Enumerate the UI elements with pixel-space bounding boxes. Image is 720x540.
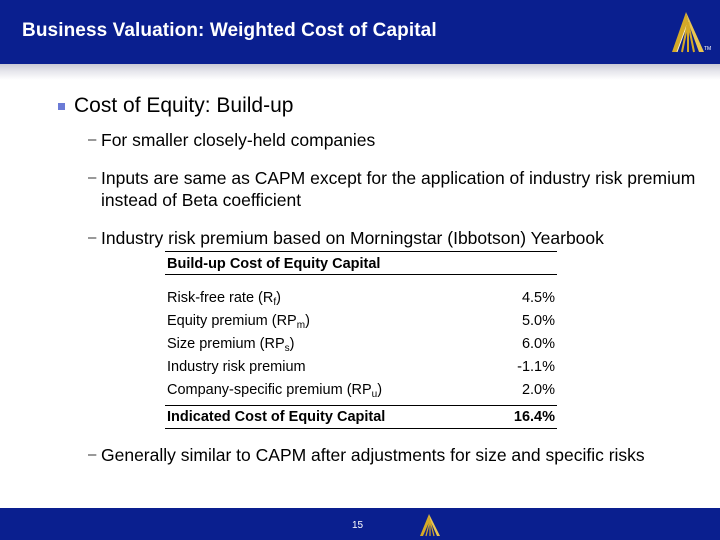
table-rule [165, 428, 557, 429]
table-row [165, 287, 557, 310]
table-row [165, 356, 557, 379]
table-rows [165, 287, 557, 402]
triangle-logo-icon [416, 512, 446, 538]
bullet-text: Cost of Equity: Build-up [74, 94, 294, 117]
table-row [165, 379, 557, 402]
build-up-table [165, 251, 557, 429]
square-bullet-icon [58, 103, 65, 110]
row-value: -1.1% [517, 359, 555, 375]
row-value: 4.5% [521, 290, 555, 306]
row-label: Size premium $(RP_s)$ [167, 336, 295, 354]
dash-bullet-icon: – [88, 446, 97, 463]
row-value: 5.0% [521, 313, 555, 329]
sub-bullet-3 [88, 227, 698, 249]
table-title: Build-up Cost of Equity Capital [167, 256, 381, 272]
sub-bullet-text: For smaller closely-held companies [101, 130, 376, 150]
sub-bullet-2 [88, 167, 698, 211]
dash-bullet-icon: – [88, 131, 97, 148]
total-value: 16.4% [513, 409, 555, 425]
sub-bullet-4 [88, 444, 698, 466]
slide-title: Business Valuation: Weighted Cost of Capital [22, 20, 437, 41]
dash-bullet-icon: – [88, 169, 97, 186]
row-label: Company-specific premium $(RP_u)$ [167, 382, 383, 400]
table-row [165, 333, 557, 356]
row-label: Risk-free rate $(R_f)$ [167, 290, 281, 308]
sub-bullet-text: Industry risk premium based on Morningstar (Ibbotson) Yearbook [101, 228, 604, 248]
row-label: Equity premium $(RP_m)$ [167, 313, 310, 331]
table-total-row [165, 406, 557, 428]
bullet-cost-of-equity [58, 94, 293, 118]
row-value: 6.0% [521, 336, 555, 352]
table-rule [165, 274, 557, 275]
total-label: Indicated Cost of Equity Capital [167, 409, 386, 425]
sub-bullet-text: Generally similar to CAPM after adjustments for size and specific risks [101, 445, 645, 465]
row-label: Industry risk premium [167, 359, 306, 375]
sub-bullet-text: Inputs are same as CAPM except for the application of industry risk premium instead of Beta coefficient [101, 168, 696, 210]
row-value: 2.0% [521, 382, 555, 398]
sub-bullet-1 [88, 129, 698, 151]
table-row [165, 310, 557, 333]
page-number: 15 [352, 520, 364, 531]
trademark-mark: TM [704, 46, 712, 52]
dash-bullet-icon: – [88, 229, 97, 246]
